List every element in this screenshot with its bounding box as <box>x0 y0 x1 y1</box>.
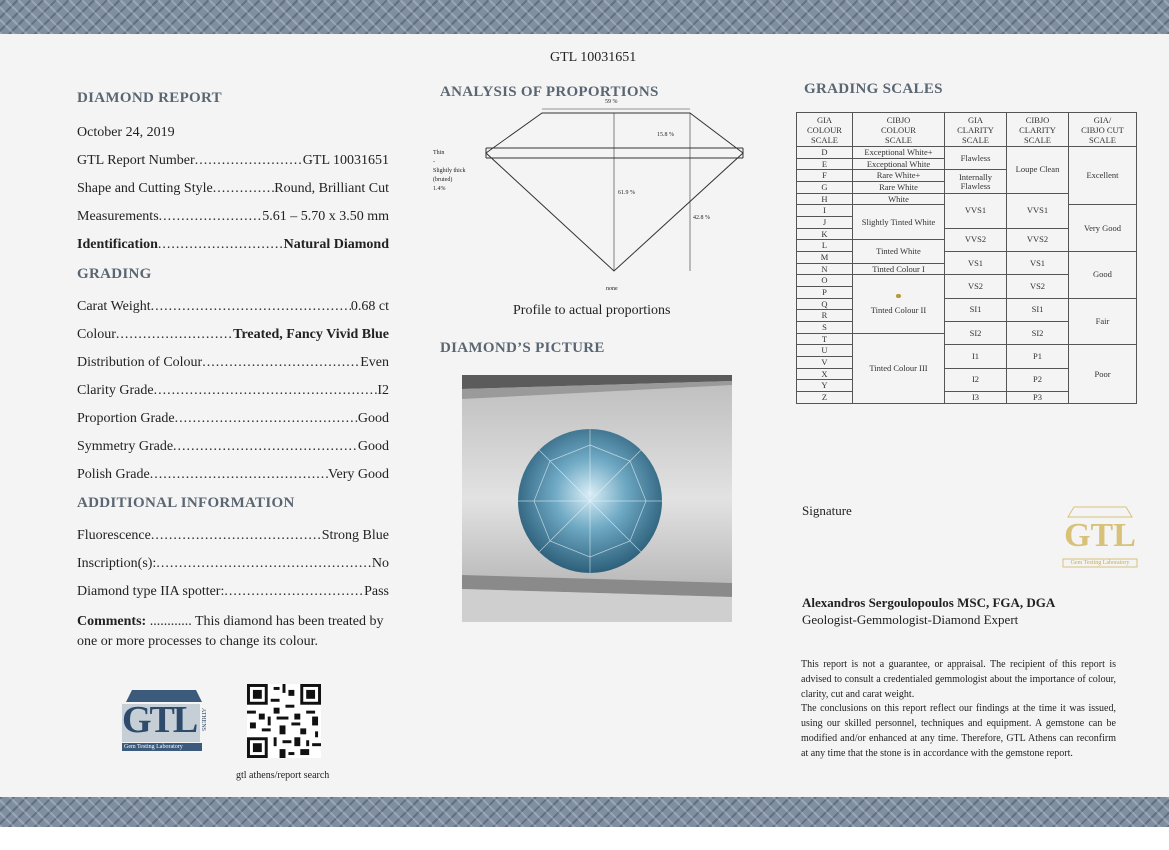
colour-letter: V <box>797 357 853 369</box>
comments-text: This diamond has been treated by one or more processes to change its colour. <box>77 614 384 649</box>
bottom-pattern-band <box>0 797 1169 827</box>
gtl-seal-text: GTL <box>1064 517 1136 554</box>
proportions-diagram <box>425 95 755 305</box>
grading-title: GRADING <box>77 266 152 282</box>
cibjo-colour-cell: Tinted Colour I <box>853 263 945 275</box>
grading-scales-table <box>796 112 1137 404</box>
qr-code[interactable] <box>247 684 321 758</box>
additional-value: No <box>371 556 389 571</box>
analysis-of-proportions-title: ANALYSIS OF PROPORTIONS <box>440 84 659 100</box>
girdle-label <box>433 149 466 194</box>
grading-label: Symmetry Grade <box>77 439 174 454</box>
expert-name: Alexandros Sergoulopoulos MSC, FGA, DGA <box>802 595 1056 610</box>
detail-label: Identification <box>77 237 158 252</box>
detail-label: Measurements <box>77 209 159 224</box>
diamond-photo <box>462 375 732 622</box>
cibjo-clarity-cell: SI1 <box>1007 298 1069 321</box>
diamond-report-title: DIAMOND REPORT <box>77 90 222 106</box>
cibjo-colour-cell: Exceptional White+ <box>853 147 945 159</box>
detail-row <box>77 181 389 197</box>
additional-value: Pass <box>364 584 389 599</box>
gtl-seal-subtext: Gem Testing Laboratory <box>1070 560 1130 566</box>
header-cut: GIA/ CIBJO CUT SCALE <box>1069 113 1137 147</box>
colour-letter: X <box>797 368 853 380</box>
gia-clarity-cell: I1 <box>945 345 1007 368</box>
grading-label: Proportion Grade <box>77 411 175 426</box>
additional-label: Diamond type IIA spotter: <box>77 584 225 599</box>
gtl-seal <box>1060 505 1140 569</box>
diamond-photo-svg <box>462 375 732 622</box>
gtl-logo <box>118 688 210 754</box>
cut-cell: Poor <box>1069 345 1137 404</box>
cibjo-clarity-cell: VVS2 <box>1007 228 1069 251</box>
grading-row <box>77 467 389 483</box>
cibjo-colour-cell: Tinted White <box>853 240 945 263</box>
grading-value: Treated, Fancy Vivid Blue <box>233 327 389 342</box>
colour-letter: Z <box>797 392 853 404</box>
colour-letter: O <box>797 275 853 287</box>
comments-block <box>77 612 393 652</box>
grading-label: Polish Grade <box>77 467 150 482</box>
detail-label: Shape and Cutting Style <box>77 181 213 196</box>
cibjo-colour-cell: White <box>853 193 945 205</box>
colour-letter: G <box>797 182 853 194</box>
girdle-label-line: Thin <box>433 150 445 156</box>
grading-value: 0.68 ct <box>350 299 389 314</box>
gia-clarity-cell: VS2 <box>945 275 1007 298</box>
grading-value: I2 <box>377 383 389 398</box>
diamonds-picture-title: DIAMOND’S PICTURE <box>440 340 605 356</box>
colour-letter: D <box>797 147 853 159</box>
header-cibjo-clarity: CIBJO CLARITY SCALE <box>1007 113 1069 147</box>
gia-clarity-cell: VS1 <box>945 252 1007 275</box>
gtl-logo-side-text: ATHENS <box>200 708 206 732</box>
colour-letter: R <box>797 310 853 322</box>
grading-label: Clarity Grade <box>77 383 154 398</box>
girdle-label-line: - <box>433 159 435 165</box>
colour-letter: Q <box>797 298 853 310</box>
cibjo-colour-cell: Rare White+ <box>853 170 945 182</box>
colour-letter: H <box>797 193 853 205</box>
depth-pct-label: 61.9 % <box>618 190 635 196</box>
pavilion-pct-label: 42.8 % <box>693 215 710 221</box>
cibjo-colour-cell: Exceptional White <box>853 158 945 170</box>
colour-letter: T <box>797 333 853 345</box>
grading-value: Good <box>357 439 389 454</box>
grading-row <box>77 327 389 343</box>
cibjo-clarity-cell: P2 <box>1007 368 1069 391</box>
inclusion-marker <box>896 294 901 298</box>
detail-row <box>77 153 389 169</box>
grading-scales-title: GRADING SCALES <box>804 81 943 97</box>
gia-clarity-cell: SI1 <box>945 298 1007 321</box>
header-cibjo-colour: CIBJO COLOUR SCALE <box>853 113 945 147</box>
grading-row <box>77 411 389 427</box>
top-pattern-band <box>0 0 1169 34</box>
gia-clarity-cell: VVS2 <box>945 228 1007 251</box>
colour-letter: E <box>797 158 853 170</box>
additional-value: Strong Blue <box>321 528 389 543</box>
additional-row <box>77 528 389 544</box>
header-gia-clarity: GIA CLARITY SCALE <box>945 113 1007 147</box>
detail-row <box>77 237 389 253</box>
cut-cell: Excellent <box>1069 147 1137 205</box>
cibjo-clarity-cell: P3 <box>1007 392 1069 404</box>
cibjo-clarity-cell: Loupe Clean <box>1007 147 1069 194</box>
grading-value: Even <box>360 355 389 370</box>
colour-letter: I <box>797 205 853 217</box>
colour-letter: S <box>797 322 853 334</box>
gia-clarity-cell: SI2 <box>945 322 1007 345</box>
report-number-header: GTL 10031651 <box>550 50 637 65</box>
culet-label: none <box>606 286 618 292</box>
cibjo-clarity-cell: VVS1 <box>1007 193 1069 228</box>
grading-label: Colour <box>77 327 116 342</box>
grading-label: Distribution of Colour <box>77 355 203 370</box>
gia-clarity-cell: Internally Flawless <box>945 170 1007 193</box>
grading-label: Carat Weight <box>77 299 151 314</box>
grading-row <box>77 439 389 455</box>
cut-cell: Very Good <box>1069 205 1137 252</box>
colour-letter: N <box>797 263 853 275</box>
grading-row <box>77 355 389 371</box>
cibjo-colour-cell: Rare White <box>853 182 945 194</box>
detail-label: GTL Report Number <box>77 153 195 168</box>
gtl-logo-text: GTL <box>122 699 197 741</box>
cibjo-colour-cell: Slightly Tinted White <box>853 205 945 240</box>
cibjo-colour-cell: Tinted Colour II <box>853 275 945 333</box>
additional-info-title: ADDITIONAL INFORMATION <box>77 495 295 511</box>
table-pct-label: 59 % <box>605 99 618 105</box>
comments-label: Comments: <box>77 614 147 629</box>
colour-letter: K <box>797 228 853 240</box>
additional-label: Fluorescence <box>77 528 151 543</box>
report-search-link[interactable]: gtl athens/report search <box>236 770 330 781</box>
header-gia-colour: GIA COLOUR SCALE <box>797 113 853 147</box>
profile-caption: Profile to actual proportions <box>513 303 671 318</box>
gia-clarity-cell: I3 <box>945 392 1007 404</box>
colour-letter: U <box>797 345 853 357</box>
colour-letter: P <box>797 287 853 299</box>
grading-row <box>77 383 389 399</box>
gtl-logo-subtext: Gem Testing Laboratory <box>124 744 183 750</box>
diamond-profile-svg <box>425 95 755 305</box>
colour-letter: M <box>797 252 853 264</box>
grading-value: Very Good <box>327 467 389 482</box>
colour-letter: Y <box>797 380 853 392</box>
detail-row <box>77 209 389 225</box>
detail-value: 5.61 – 5.70 x 3.50 mm <box>262 209 389 224</box>
girdle-label-line: Slightly thick <box>433 168 466 174</box>
girdle-label-line: 1.4% <box>433 186 446 192</box>
comments-dots: ............ <box>146 614 195 629</box>
cibjo-colour-cell: Tinted Colour III <box>853 333 945 403</box>
additional-label: Inscription(s): <box>77 556 157 571</box>
signature-label: Signature <box>802 503 852 518</box>
cut-cell: Good <box>1069 252 1137 299</box>
detail-value: GTL 10031651 <box>302 153 389 168</box>
qr-code-graphic <box>247 684 321 758</box>
gia-clarity-cell: VVS1 <box>945 193 1007 228</box>
cibjo-clarity-cell: VS1 <box>1007 252 1069 275</box>
cut-cell: Fair <box>1069 298 1137 345</box>
table-header-row <box>797 113 1137 147</box>
report-date: October 24, 2019 <box>77 125 175 140</box>
grading-row <box>77 299 389 315</box>
gia-clarity-cell: Flawless <box>945 147 1007 170</box>
gia-clarity-cell: I2 <box>945 368 1007 391</box>
detail-value: Round, Brilliant Cut <box>274 181 389 196</box>
crown-pct-label: 15.8 % <box>657 132 674 138</box>
expert-title: Geologist-Gemmologist-Diamond Expert <box>802 612 1019 627</box>
disclaimer-paragraph: The conclusions on this report reflect our findings at the time it was issued, using our skilled personnel, techniques and equipment. A gemstone can be modified and/or enhanced at any time. Therefore, GTL Athens can reconfirm at any time that the stone is in accordance with the gemstone report. <box>801 703 1116 759</box>
cibjo-clarity-cell: VS2 <box>1007 275 1069 298</box>
cibjo-clarity-cell: SI2 <box>1007 322 1069 345</box>
girdle-label-line: (bruted) <box>433 177 453 183</box>
colour-letter: F <box>797 170 853 182</box>
detail-value: Natural Diamond <box>283 237 389 252</box>
colour-letter: L <box>797 240 853 252</box>
cibjo-clarity-cell: P1 <box>1007 345 1069 368</box>
disclaimer-paragraph: This report is not a guarantee, or appraisal. The recipient of this report is advised to consult a credentialed gemmologist about the importance of colour, clarity, cut and carat weight. <box>801 659 1116 700</box>
colour-letter: J <box>797 217 853 229</box>
additional-row <box>77 584 389 600</box>
grading-value: Good <box>357 411 389 426</box>
additional-row <box>77 556 389 572</box>
